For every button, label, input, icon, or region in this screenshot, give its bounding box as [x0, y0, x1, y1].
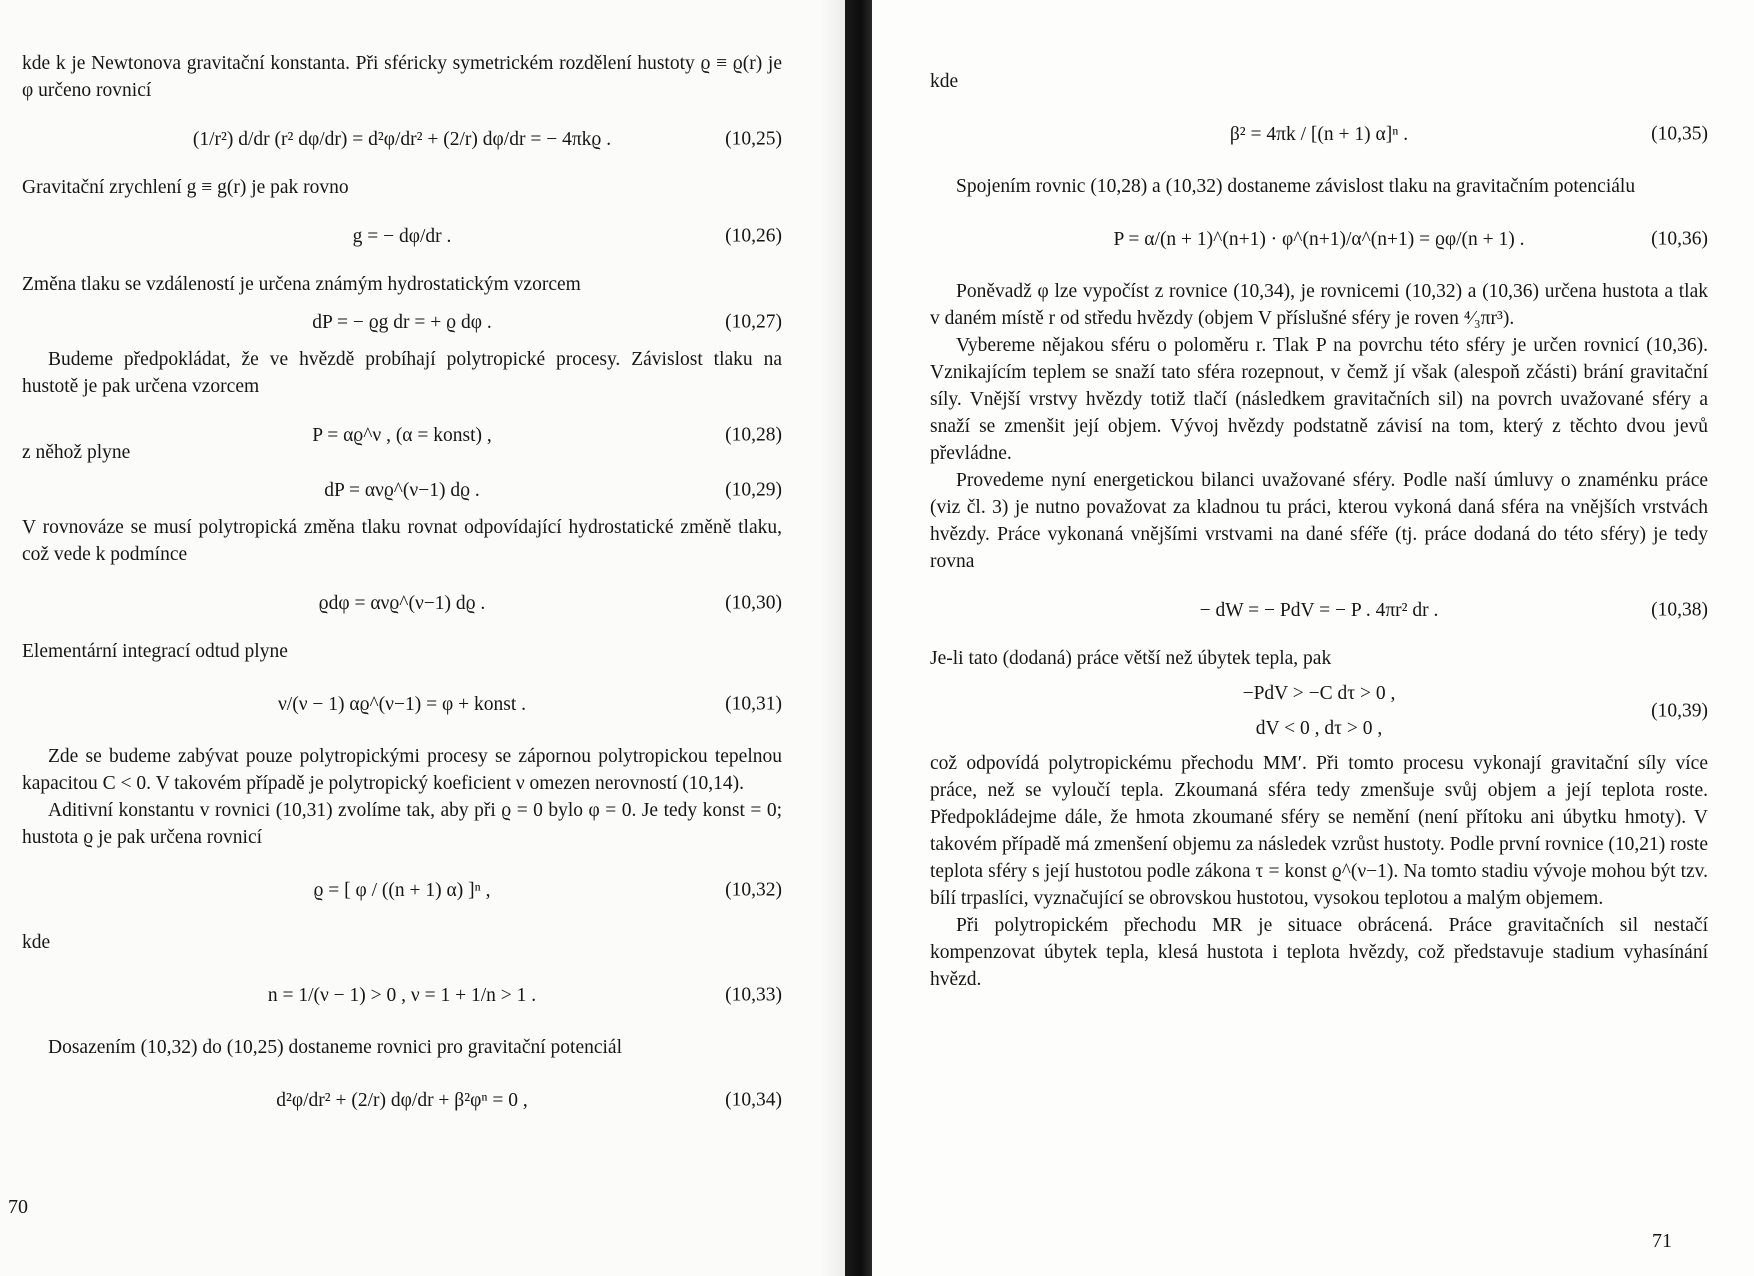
- equation-number: (10,28): [725, 424, 782, 446]
- equation-stack: [1243, 680, 1396, 742]
- left-page-content: [22, 50, 782, 1139]
- equation-number: (10,25): [725, 128, 782, 150]
- gutter-shadow: [820, 0, 845, 1276]
- equation-number: (10,38): [1651, 599, 1708, 621]
- paragraph: Vybereme nějakou sféru o poloměru r. Tlak P na povrchu této sféry je určen rovnicí (10,36). Vznikajícím teplem se snaží tato sféra rozepnout, v čemž jí však (alespoň zčásti) brání gravitační síly. Vnější vrstvy hvězdy totiž tlačí (následkem gravitačních sil) na povrch uvažované sféry a snaží se zmenšit její objem. Vývoj hvězdy podstatně závisí na tom, který z těchto dvou jevů převládne.: [930, 335, 1708, 464]
- equation-text: dP = − ϱg dr = + ϱ dφ .: [312, 311, 492, 333]
- paragraph: Je-li tato (dodaná) práce větší než úbytek tepla, pak: [930, 648, 1332, 669]
- equation-number: (10,34): [725, 1089, 782, 1111]
- equation-number: (10,39): [1651, 700, 1708, 722]
- equation-10-30: [22, 572, 782, 634]
- equation-10-32: [22, 855, 782, 925]
- paragraph: Gravitační zrychlení g ≡ g(r) je pak rovno: [22, 177, 349, 198]
- paragraph: Při polytropickém přechodu MR je situace obrácená. Práce gravitačních sil nestačí kompenzovat úbytek tepla, klesá hustota i teplota hvězdy, což představuje stadium vyhasínání hvězd.: [930, 915, 1708, 990]
- equation-number: (10,29): [725, 479, 782, 501]
- paragraph: Poněvadž φ lze vypočíst z rovnice (10,34), je rovnicemi (10,32) a (10,36) určena hustota a tlak v daném místě r od středu hvězdy (objem V příslušné sféry je roven ⁴⁄₃πr³).: [930, 281, 1708, 329]
- right-page: [872, 0, 1754, 1276]
- equation-number: (10,32): [725, 879, 782, 901]
- equation-text: −PdV > −C dτ > 0 ,: [1242, 683, 1396, 704]
- paragraph: Změna tlaku se vzdáleností je určena známým hydrostatickým vzorcem: [22, 274, 581, 295]
- equation-10-25: [22, 108, 782, 170]
- equation-text: dV < 0 , dτ > 0 ,: [1255, 718, 1383, 739]
- paragraph: kde: [22, 932, 51, 953]
- equation-10-29: [22, 470, 782, 510]
- equation-10-34: [22, 1065, 782, 1135]
- equation-number: (10,26): [725, 225, 782, 247]
- paragraph: Aditivní konstantu v rovnici (10,31) zvolíme tak, aby při ϱ = 0 bylo φ = 0. Je tedy konst = 0; hustota ϱ je pak určena rovnicí: [22, 800, 782, 848]
- equation-10-35: [930, 99, 1708, 169]
- equation-text: g = − dφ/dr .: [352, 225, 452, 247]
- equation-text: (1/r²) d/dr (r² dφ/dr) = d²φ/dr² + (2/r) dφ/dr = − 4πkϱ .: [192, 128, 612, 150]
- page-number: 71: [1652, 1230, 1672, 1252]
- equation-number: (10,31): [725, 693, 782, 715]
- paragraph: z něhož plyne: [22, 442, 131, 463]
- equation-number: (10,36): [1651, 228, 1708, 250]
- paragraph: Provedeme nyní energetickou bilanci uvažované sféry. Podle naší úmluvy o znaménku práce (viz čl. 3) je nutno považovat za kladnou tu práci, kterou vykoná daná sféra na vnějších vrstvách hvězdy. Práce vykonaná vnějšími vrstvami na dané sféře (tj. práce dodaná do této sféry) je tedy rovna: [930, 470, 1708, 572]
- equation-number: (10,30): [725, 592, 782, 614]
- page-number: 70: [8, 1196, 28, 1218]
- equation-10-33: [22, 960, 782, 1030]
- equation-text: dP = ανϱ^(ν−1) dϱ .: [324, 479, 480, 501]
- paragraph: V rovnováze se musí polytropická změna tlaku rovnat odpovídající hydrostatické změně tlaku, což vede k podmínce: [22, 517, 782, 565]
- paragraph: kde k je Newtonova gravitační konstanta. Při sféricky symetrickém rozdělení hustoty ϱ ≡ ϱ(r) je φ určeno rovnicí: [22, 53, 782, 101]
- equation-text: ϱ = [ φ / ((n + 1) α) ]ⁿ ,: [313, 879, 491, 901]
- equation-10-26: [22, 205, 782, 267]
- paragraph: Spojením rovnic (10,28) a (10,32) dostaneme závislost tlaku na gravitačním potenciálu: [956, 176, 1636, 197]
- left-page: [0, 0, 845, 1276]
- equation-text: β² = 4πk / [(n + 1) α]ⁿ .: [1229, 123, 1409, 145]
- paragraph: Budeme předpokládat, že ve hvězdě probíhají polytropické procesy. Závislost tlaku na hustotě je pak určena vzorcem: [22, 349, 782, 397]
- equation-10-36: [930, 204, 1708, 274]
- equation-text: − dW = − PdV = − P . 4πr² dr .: [1199, 599, 1439, 621]
- equation-text: n = 1/(ν − 1) > 0 , ν = 1 + 1/n > 1 .: [267, 984, 537, 1006]
- equation-10-28: [22, 404, 782, 466]
- book-gutter: [845, 0, 872, 1276]
- equation-10-38: [930, 579, 1708, 641]
- paragraph: Elementární integrací odtud plyne: [22, 641, 288, 662]
- equation-10-27: [22, 302, 782, 342]
- paragraph: kde: [930, 71, 959, 92]
- paragraph: Zde se budeme zabývat pouze polytropickými procesy se zápornou polytropickou tepelnou kapacitou C < 0. V takovém případě je polytropický koeficient ν omezen nerovností (10,14).: [22, 746, 782, 794]
- equation-10-39: [930, 676, 1708, 746]
- equation-text: P = αϱ^ν , (α = konst) ,: [312, 424, 492, 446]
- equation-number: (10,33): [725, 984, 782, 1006]
- equation-text: d²φ/dr² + (2/r) dφ/dr + β²φⁿ = 0 ,: [276, 1089, 528, 1111]
- equation-text: P = α/(n + 1)^(n+1) · φ^(n+1)/α^(n+1) = ϱφ/(n + 1) .: [1113, 228, 1525, 250]
- paragraph: což odpovídá polytropickému přechodu MM′. Při tomto procesu vykonají gravitační síly více práce, než se vyloučí tepla. Zkoumaná sféra tedy zmenšuje svůj objem a její teplota roste. Předpokládejme dále, že hmota zkoumané sféry se nemění (není přítoku ani úbytku hmoty). V takovém případě má zmenšení objemu za následek vzrůst hustoty. Podle první rovnice (10,21) roste teplota sféry s její hustotou podle zákona τ = konst ϱ^(ν−1). Na tomto stadiu vývoje mohou být tzv. bílí trpaslíci, vyznačující se obrovskou hustotou, vysokou teplotou a malým objemem.: [930, 753, 1708, 909]
- equation-number: (10,27): [725, 311, 782, 333]
- paragraph: Dosazením (10,32) do (10,25) dostaneme rovnici pro gravitační potenciál: [48, 1037, 622, 1058]
- equation-text: ν/(ν − 1) αϱ^(ν−1) = φ + konst .: [277, 693, 526, 715]
- right-page-content: [930, 68, 1708, 993]
- equation-number: (10,35): [1651, 123, 1708, 145]
- equation-text: ϱdφ = ανϱ^(ν−1) dϱ .: [318, 592, 486, 614]
- equation-10-31: [22, 669, 782, 739]
